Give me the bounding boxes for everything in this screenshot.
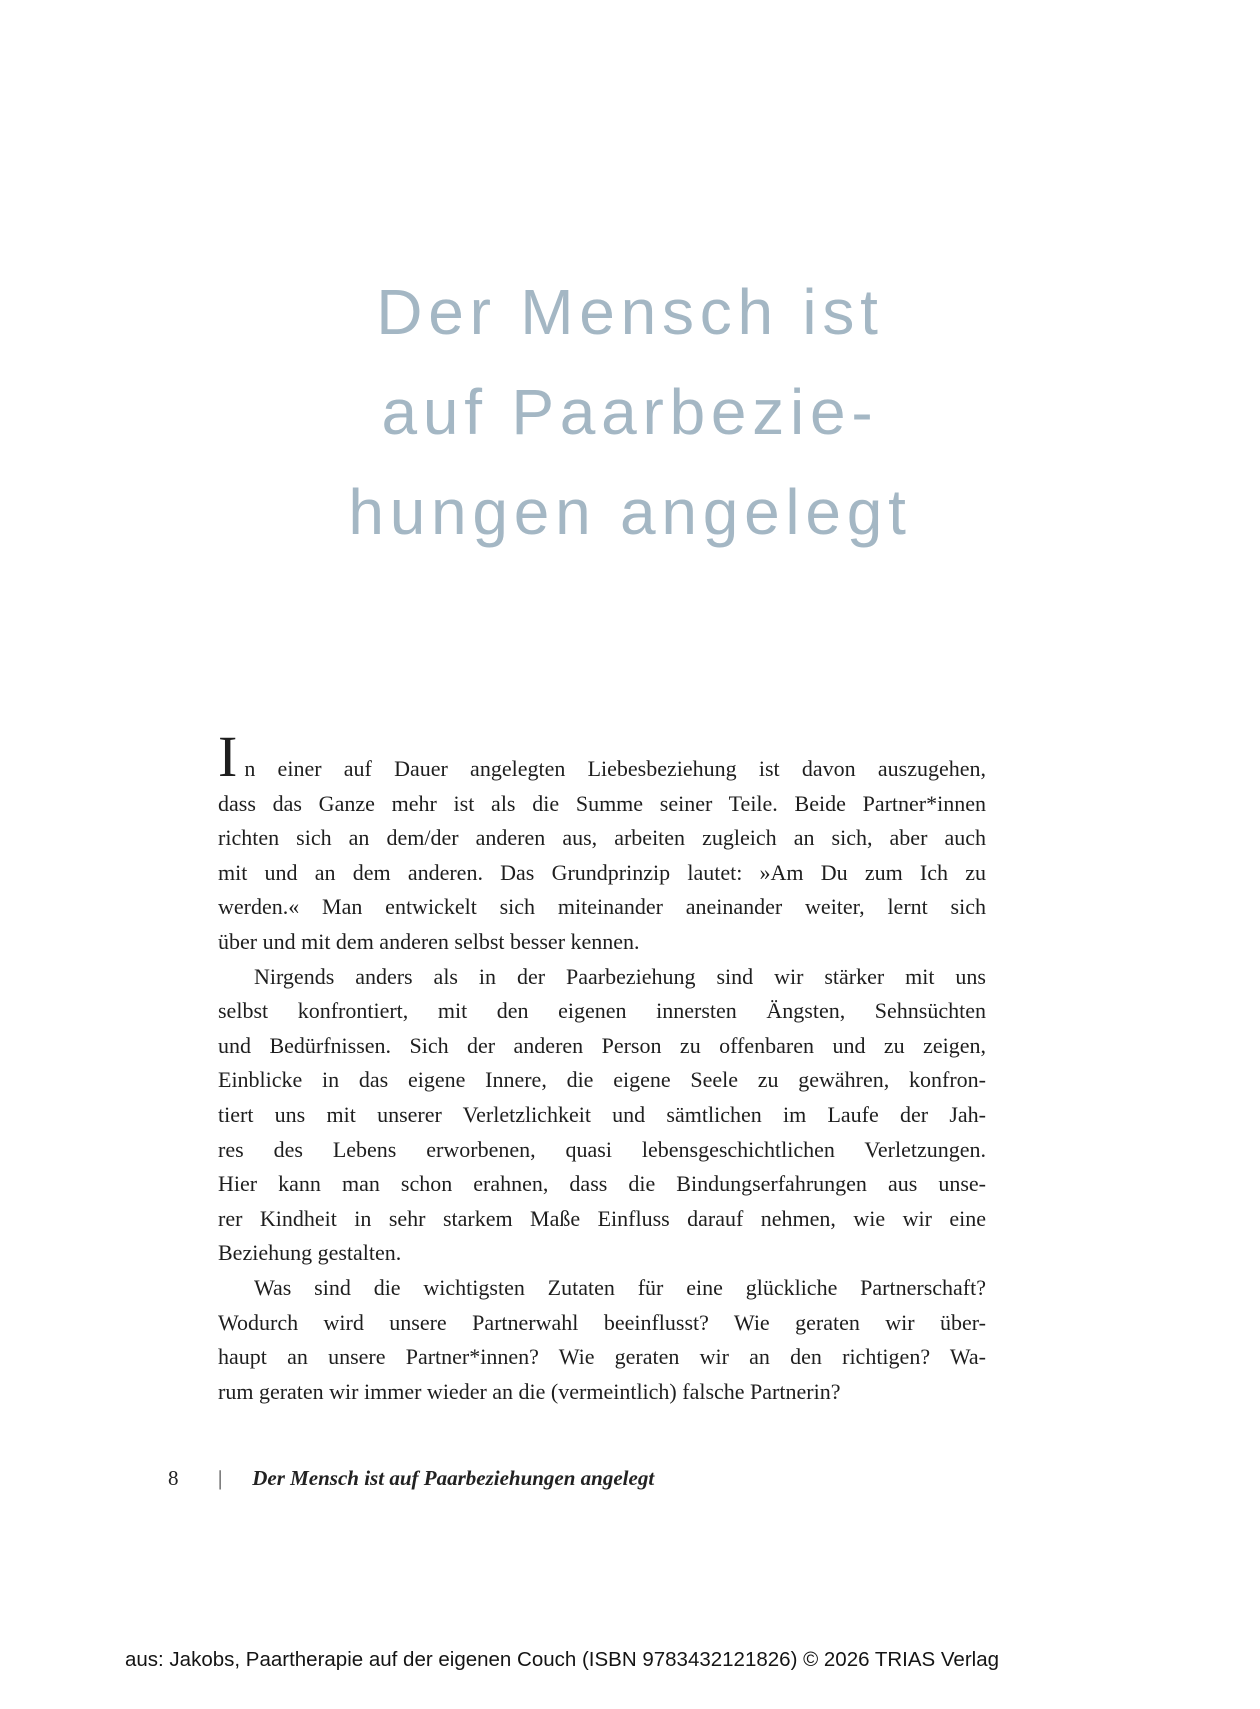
paragraph-1 xyxy=(218,787,986,960)
text-line: werden.« Man entwickelt sich miteinander aneinander weiter, lernt sich xyxy=(218,894,986,920)
text-line: Nirgends anders als in der Paarbeziehung sind wir stärker mit uns xyxy=(254,963,986,989)
drop-cap: I xyxy=(218,724,238,789)
paragraph-2 xyxy=(218,960,986,1271)
paragraph-1-first-line xyxy=(218,724,986,789)
footer-separator: | xyxy=(218,1466,223,1490)
chapter-title-line-2: auf Paarbezie- xyxy=(381,376,879,448)
chapter-title-line-3: hungen angelegt xyxy=(348,476,912,548)
imprint-line: aus: Jakobs, Paartherapie auf der eigenen Couch (ISBN 9783432121826) © 2026 TRIAS Verlag xyxy=(124,1648,1000,1671)
running-footer xyxy=(168,1466,654,1491)
text-line: res des Lebens erworbenen, quasi lebensgeschichtlichen Verletzungen. xyxy=(218,1136,986,1162)
text-line: tiert uns mit unserer Verletzlichkeit und sämtlichen im Laufe der Jah- xyxy=(218,1101,986,1127)
text-line: richten sich an dem/der anderen aus, arbeiten zugleich an sich, aber auch xyxy=(218,825,986,851)
text-line: rum geraten wir immer wieder an die (vermeintlich) falsche Partnerin? xyxy=(218,1378,841,1404)
paragraph-3 xyxy=(218,1271,986,1409)
text-line: Hier kann man schon erahnen, dass die Bindungserfahrungen aus unse- xyxy=(218,1171,986,1197)
body-text xyxy=(218,724,986,1409)
text-line: rer Kindheit in sehr starkem Maße Einfluss darauf nehmen, wie wir eine xyxy=(218,1205,986,1231)
text-line: Wodurch wird unsere Partnerwahl beeinflusst? Wie geraten wir über- xyxy=(218,1309,986,1335)
text-line: Einblicke in das eigene Innere, die eigene Seele zu gewähren, konfron- xyxy=(218,1067,986,1093)
text-line: und Bedürfnissen. Sich der anderen Person zu offenbaren und zu zeigen, xyxy=(218,1032,986,1058)
paragraph-1-first-line-text: n einer auf Dauer angelegten Liebesbeziehung ist davon auszugehen, xyxy=(244,756,986,781)
text-line: selbst konfrontiert, mit den eigenen innersten Ängsten, Sehnsüchten xyxy=(218,998,986,1024)
footer-chapter-title: Der Mensch ist auf Paarbeziehungen angelegt xyxy=(252,1466,655,1490)
page-number: 8 xyxy=(168,1466,179,1490)
chapter-title-line-1: Der Mensch ist xyxy=(376,276,884,348)
text-line: über und mit dem anderen selbst besser kennen. xyxy=(218,928,640,954)
text-line: dass das Ganze mehr ist als die Summe seiner Teile. Beide Partner*innen xyxy=(218,790,986,816)
text-line: mit und an dem anderen. Das Grundprinzip lautet: »Am Du zum Ich zu xyxy=(218,859,986,885)
text-line: Was sind die wichtigsten Zutaten für eine glückliche Partnerschaft? xyxy=(254,1274,986,1300)
text-line: haupt an unsere Partner*innen? Wie geraten wir an den richtigen? Wa- xyxy=(218,1344,986,1370)
text-line: Beziehung gestalten. xyxy=(218,1240,402,1266)
chapter-title xyxy=(0,262,1260,562)
